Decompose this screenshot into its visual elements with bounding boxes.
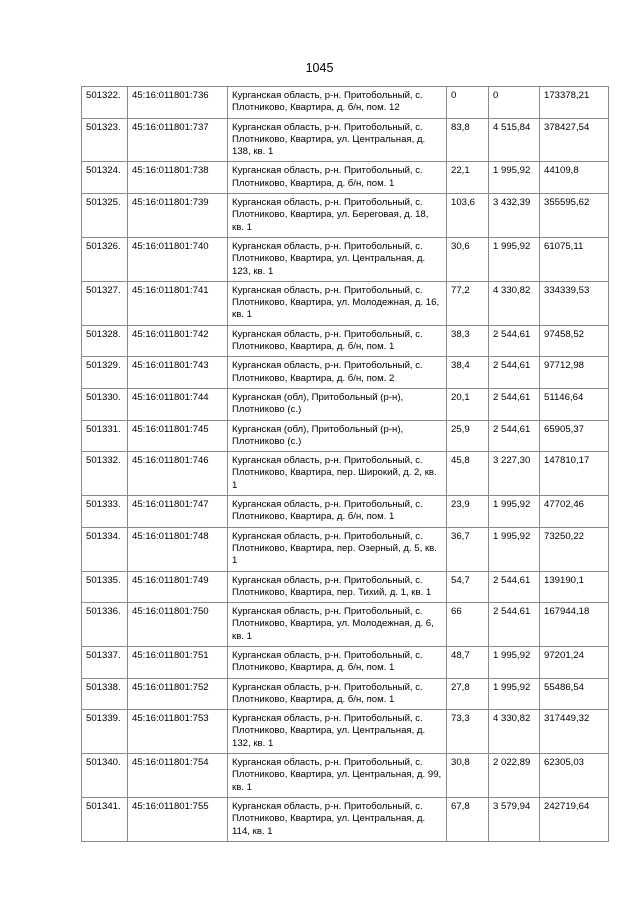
address-cell: Курганская область, р-н. Притобольный, с. Плотниково, Квартира, ул. Береговая, д. 18, кв. 1 xyxy=(228,194,447,238)
table-row xyxy=(82,603,609,647)
row-number-cell: 501337. xyxy=(82,646,128,678)
cadastral-number-cell: 45:16:011801:743 xyxy=(128,357,228,389)
address-cell: Курганская область, р-н. Притобольный, с. Плотниково, Квартира, д. б/н, пом. 1 xyxy=(228,496,447,528)
area-cell: 73,3 xyxy=(447,710,489,754)
address-cell: Курганская область, р-н. Притобольный, с. Плотниково, Квартира, ул. Центральная, д. 132, кв. 1 xyxy=(228,710,447,754)
cadastral-value-cell: 173378,21 xyxy=(540,87,609,119)
property-table xyxy=(81,86,609,842)
row-number-cell: 501339. xyxy=(82,710,128,754)
row-number-cell: 501326. xyxy=(82,237,128,281)
area-cell: 22,1 xyxy=(447,162,489,194)
cadastral-number-cell: 45:16:011801:737 xyxy=(128,118,228,162)
cadastral-number-cell: 45:16:011801:741 xyxy=(128,281,228,325)
row-number-cell: 501328. xyxy=(82,325,128,357)
row-number-cell: 501324. xyxy=(82,162,128,194)
row-number-cell: 501334. xyxy=(82,527,128,571)
area-cell: 0 xyxy=(447,87,489,119)
row-number-cell: 501327. xyxy=(82,281,128,325)
area-cell: 30,6 xyxy=(447,237,489,281)
row-number-cell: 501335. xyxy=(82,571,128,603)
table-body xyxy=(82,87,609,842)
row-number-cell: 501329. xyxy=(82,357,128,389)
cadastral-number-cell: 45:16:011801:747 xyxy=(128,496,228,528)
table-row xyxy=(82,452,609,496)
address-cell: Курганская область, р-н. Притобольный, с. Плотниково, Квартира, пер. Озерный, д. 5, кв. 1 xyxy=(228,527,447,571)
area-cell: 83,8 xyxy=(447,118,489,162)
cadastral-number-cell: 45:16:011801:750 xyxy=(128,603,228,647)
rate-cell: 2 022,89 xyxy=(489,754,540,798)
row-number-cell: 501331. xyxy=(82,420,128,452)
rate-cell: 2 544,61 xyxy=(489,420,540,452)
area-cell: 38,3 xyxy=(447,325,489,357)
table-row xyxy=(82,388,609,420)
table-row xyxy=(82,527,609,571)
cadastral-value-cell: 55486,54 xyxy=(540,678,609,710)
rate-cell: 1 995,92 xyxy=(489,678,540,710)
cadastral-value-cell: 73250,22 xyxy=(540,527,609,571)
area-cell: 25,9 xyxy=(447,420,489,452)
row-number-cell: 501341. xyxy=(82,797,128,841)
area-cell: 54,7 xyxy=(447,571,489,603)
address-cell: Курганская область, р-н. Притобольный, с. Плотниково, Квартира, пер. Тихий, д. 1, кв. 1 xyxy=(228,571,447,603)
cadastral-value-cell: 139190,1 xyxy=(540,571,609,603)
cadastral-value-cell: 355595,62 xyxy=(540,194,609,238)
rate-cell: 1 995,92 xyxy=(489,237,540,281)
address-cell: Курганская область, р-н. Притобольный, с. Плотниково, Квартира, ул. Центральная, д. 99, кв. 1 xyxy=(228,754,447,798)
rate-cell: 1 995,92 xyxy=(489,496,540,528)
area-cell: 77,2 xyxy=(447,281,489,325)
address-cell: Курганская область, р-н. Притобольный, с. Плотниково, Квартира, пер. Широкий, д. 2, кв. 1 xyxy=(228,452,447,496)
address-cell: Курганская область, р-н. Притобольный, с. Плотниково, Квартира, ул. Центральная, д. 114, кв. 1 xyxy=(228,797,447,841)
area-cell: 23,9 xyxy=(447,496,489,528)
rate-cell: 2 544,61 xyxy=(489,388,540,420)
cadastral-value-cell: 65905,37 xyxy=(540,420,609,452)
cadastral-number-cell: 45:16:011801:742 xyxy=(128,325,228,357)
area-cell: 36,7 xyxy=(447,527,489,571)
cadastral-number-cell: 45:16:011801:748 xyxy=(128,527,228,571)
table-row xyxy=(82,237,609,281)
cadastral-number-cell: 45:16:011801:753 xyxy=(128,710,228,754)
rate-cell: 4 515,84 xyxy=(489,118,540,162)
row-number-cell: 501330. xyxy=(82,388,128,420)
area-cell: 38,4 xyxy=(447,357,489,389)
row-number-cell: 501340. xyxy=(82,754,128,798)
cadastral-value-cell: 62305,03 xyxy=(540,754,609,798)
address-cell: Курганская область, р-н. Притобольный, с. Плотниково, Квартира, д. б/н, пом. 12 xyxy=(228,87,447,119)
cadastral-value-cell: 334339,53 xyxy=(540,281,609,325)
table-row xyxy=(82,678,609,710)
area-cell: 66 xyxy=(447,603,489,647)
rate-cell: 4 330,82 xyxy=(489,281,540,325)
row-number-cell: 501333. xyxy=(82,496,128,528)
cadastral-value-cell: 47702,46 xyxy=(540,496,609,528)
rate-cell: 1 995,92 xyxy=(489,527,540,571)
cadastral-number-cell: 45:16:011801:736 xyxy=(128,87,228,119)
cadastral-value-cell: 147810,17 xyxy=(540,452,609,496)
table-row xyxy=(82,420,609,452)
cadastral-number-cell: 45:16:011801:739 xyxy=(128,194,228,238)
rate-cell: 3 432,39 xyxy=(489,194,540,238)
rate-cell: 2 544,61 xyxy=(489,325,540,357)
rate-cell: 2 544,61 xyxy=(489,603,540,647)
table-row xyxy=(82,162,609,194)
cadastral-value-cell: 61075,11 xyxy=(540,237,609,281)
cadastral-number-cell: 45:16:011801:755 xyxy=(128,797,228,841)
table-row xyxy=(82,281,609,325)
table-row xyxy=(82,710,609,754)
table-row xyxy=(82,357,609,389)
rate-cell: 2 544,61 xyxy=(489,571,540,603)
cadastral-value-cell: 97201,24 xyxy=(540,646,609,678)
address-cell: Курганская область, р-н. Притобольный, с. Плотниково, Квартира, ул. Молодежная, д. 16, кв. 1 xyxy=(228,281,447,325)
table-row xyxy=(82,646,609,678)
row-number-cell: 501325. xyxy=(82,194,128,238)
rate-cell: 1 995,92 xyxy=(489,162,540,194)
area-cell: 103,6 xyxy=(447,194,489,238)
cadastral-number-cell: 45:16:011801:749 xyxy=(128,571,228,603)
address-cell: Курганская (обл), Притобольный (р-н), Плотниково (с.) xyxy=(228,420,447,452)
cadastral-number-cell: 45:16:011801:752 xyxy=(128,678,228,710)
cadastral-value-cell: 378427,54 xyxy=(540,118,609,162)
area-cell: 48,7 xyxy=(447,646,489,678)
address-cell: Курганская область, р-н. Притобольный, с. Плотниково, Квартира, д. б/н, пом. 1 xyxy=(228,646,447,678)
cadastral-number-cell: 45:16:011801:746 xyxy=(128,452,228,496)
row-number-cell: 501332. xyxy=(82,452,128,496)
cadastral-value-cell: 97712,98 xyxy=(540,357,609,389)
table-row xyxy=(82,571,609,603)
cadastral-value-cell: 44109,8 xyxy=(540,162,609,194)
address-cell: Курганская (обл), Притобольный (р-н), Плотниково (с.) xyxy=(228,388,447,420)
row-number-cell: 501336. xyxy=(82,603,128,647)
address-cell: Курганская область, р-н. Притобольный, с. Плотниково, Квартира, д. б/н, пом. 1 xyxy=(228,162,447,194)
address-cell: Курганская область, р-н. Притобольный, с. Плотниково, Квартира, ул. Центральная, д. 138, кв. 1 xyxy=(228,118,447,162)
rate-cell: 2 544,61 xyxy=(489,357,540,389)
cadastral-number-cell: 45:16:011801:745 xyxy=(128,420,228,452)
area-cell: 30,8 xyxy=(447,754,489,798)
table-row xyxy=(82,325,609,357)
area-cell: 45,8 xyxy=(447,452,489,496)
cadastral-number-cell: 45:16:011801:738 xyxy=(128,162,228,194)
cadastral-value-cell: 167944,18 xyxy=(540,603,609,647)
cadastral-value-cell: 317449,32 xyxy=(540,710,609,754)
table-row xyxy=(82,87,609,119)
table-row xyxy=(82,194,609,238)
page-number: 1045 xyxy=(305,61,334,75)
address-cell: Курганская область, р-н. Притобольный, с. Плотниково, Квартира, ул. Центральная, д. 123, кв. 1 xyxy=(228,237,447,281)
address-cell: Курганская область, р-н. Притобольный, с. Плотниково, Квартира, ул. Молодежная, д. 6, кв. 1 xyxy=(228,603,447,647)
cadastral-number-cell: 45:16:011801:740 xyxy=(128,237,228,281)
row-number-cell: 501338. xyxy=(82,678,128,710)
rate-cell: 0 xyxy=(489,87,540,119)
table-row xyxy=(82,797,609,841)
address-cell: Курганская область, р-н. Притобольный, с. Плотниково, Квартира, д. б/н, пом. 2 xyxy=(228,357,447,389)
cadastral-number-cell: 45:16:011801:744 xyxy=(128,388,228,420)
table-row xyxy=(82,496,609,528)
area-cell: 20,1 xyxy=(447,388,489,420)
cadastral-number-cell: 45:16:011801:751 xyxy=(128,646,228,678)
cadastral-value-cell: 51146,64 xyxy=(540,388,609,420)
area-cell: 27,8 xyxy=(447,678,489,710)
rate-cell: 3 579,94 xyxy=(489,797,540,841)
row-number-cell: 501322. xyxy=(82,87,128,119)
rate-cell: 1 995,92 xyxy=(489,646,540,678)
row-number-cell: 501323. xyxy=(82,118,128,162)
rate-cell: 3 227,30 xyxy=(489,452,540,496)
cadastral-number-cell: 45:16:011801:754 xyxy=(128,754,228,798)
rate-cell: 4 330,82 xyxy=(489,710,540,754)
table-row xyxy=(82,118,609,162)
address-cell: Курганская область, р-н. Притобольный, с. Плотниково, Квартира, д. б/н, пом. 1 xyxy=(228,678,447,710)
cadastral-value-cell: 97458,52 xyxy=(540,325,609,357)
address-cell: Курганская область, р-н. Притобольный, с. Плотниково, Квартира, д. б/н, пом. 1 xyxy=(228,325,447,357)
cadastral-value-cell: 242719,64 xyxy=(540,797,609,841)
table-row xyxy=(82,754,609,798)
area-cell: 67,8 xyxy=(447,797,489,841)
